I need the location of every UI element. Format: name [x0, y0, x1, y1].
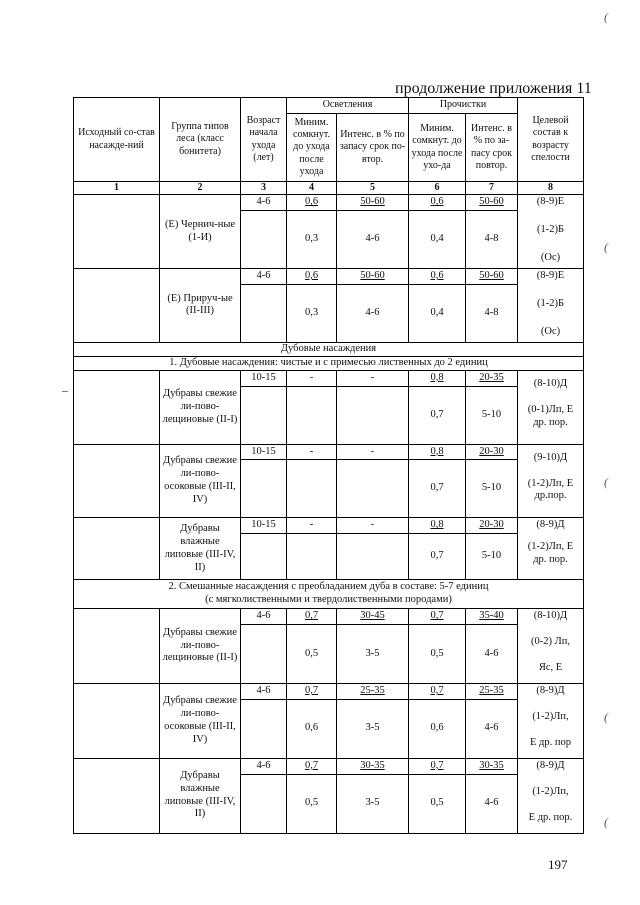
lighting-intensity: 25-35 [337, 683, 409, 699]
forest-type: (Е) Прируч-ые (II-III) [160, 268, 241, 342]
column-number: 6 [409, 182, 466, 195]
section-title-line: 2. Смешанные насаждения с преобладанием дуба в составе: 5-7 единиц [168, 581, 489, 593]
lighting-min-density: 0,7 [287, 683, 337, 699]
target-line: (Ос) [540, 252, 561, 264]
source-composition-cell [74, 518, 160, 580]
header-start-age: Возраст начала ухода (лет) [241, 98, 287, 182]
cleaning-min-density: 0,4 [409, 284, 466, 342]
lighting-intensity [337, 386, 409, 444]
column-number: 5 [337, 182, 409, 195]
target-line: Е др. пор [529, 736, 571, 748]
lighting-min-density [287, 386, 337, 444]
lighting-min-density: 0,3 [287, 284, 337, 342]
target-line: (1-2)Б [536, 297, 565, 309]
start-age-blank [241, 534, 287, 580]
start-age: 10-15 [241, 518, 287, 534]
target-line: (9-10)Д [533, 451, 568, 463]
section-title-line: (с мягколиственными и твердолиственными породами) [205, 594, 452, 606]
lighting-min-density: - [287, 444, 337, 460]
cleaning-min-density: 0,5 [409, 774, 466, 833]
target-line: (1-2)Лп, [532, 785, 569, 797]
section-title [74, 580, 584, 609]
lighting-min-density: 0,7 [287, 758, 337, 774]
cleaning-intensity: 4-8 [466, 284, 518, 342]
cleaning-intensity: 50-60 [466, 268, 518, 284]
column-number: 4 [287, 182, 337, 195]
start-age-blank [241, 284, 287, 342]
target-line: (1-2)Лп, [532, 710, 569, 722]
cleaning-intensity: 5-10 [466, 386, 518, 444]
target-line: (1-2)Б [536, 224, 565, 236]
target-line: (Ос) [540, 325, 561, 337]
source-composition-cell [74, 444, 160, 518]
column-number: 1 [74, 182, 160, 195]
cleaning-min-density: 0,8 [409, 370, 466, 386]
forest-type: (Е) Чернич-ные (1-И) [160, 195, 241, 269]
margin-mark: ( [604, 815, 608, 829]
lighting-intensity: 30-35 [337, 758, 409, 774]
lighting-intensity: 3-5 [337, 774, 409, 833]
start-age: 4-6 [241, 758, 287, 774]
lighting-min-density: 0,6 [287, 195, 337, 211]
forest-type: Дубравы свежие ли-пово-лещиновые (II-I) [160, 609, 241, 684]
header-lighting-min-density: Миним. сомкнут. до ухода после ухода [287, 114, 337, 182]
cleaning-min-density: 0,6 [409, 699, 466, 758]
lighting-intensity: - [337, 370, 409, 386]
target-line: (8-9)Д [536, 759, 565, 771]
lighting-intensity: 30-45 [337, 609, 409, 625]
cleaning-min-density: 0,6 [409, 195, 466, 211]
cleaning-min-density: 0,7 [409, 386, 466, 444]
lighting-min-density: - [287, 370, 337, 386]
header-source-composition: Исходный со-став насажде-ний [74, 98, 160, 182]
lighting-intensity [337, 534, 409, 580]
start-age-blank [241, 699, 287, 758]
source-composition-cell [74, 195, 160, 269]
lighting-intensity: - [337, 444, 409, 460]
source-composition-cell [74, 683, 160, 758]
cleaning-min-density: 0,7 [409, 683, 466, 699]
lighting-min-density: 0,7 [287, 609, 337, 625]
start-age: 4-6 [241, 195, 287, 211]
start-age-blank [241, 386, 287, 444]
forest-type: Дубравы свежие ли-пово-лещиновые (II-I) [160, 370, 241, 444]
forest-type: Дубравы свежие ли-пово-осоковые (III-II, IV) [160, 444, 241, 518]
start-age-blank [241, 210, 287, 268]
forest-type: Дубравы влажные липовые (III-IV, II) [160, 518, 241, 580]
start-age: 10-15 [241, 444, 287, 460]
margin-mark: ( [604, 240, 608, 254]
source-composition-cell [74, 609, 160, 684]
source-composition-cell [74, 370, 160, 444]
target-composition [518, 444, 584, 518]
forest-type: Дубравы влажные липовые (III-IV, II) [160, 758, 241, 833]
lighting-intensity [337, 460, 409, 518]
target-line: Яс, Е [538, 662, 563, 674]
margin-mark: ( [604, 475, 608, 489]
lighting-min-density [287, 534, 337, 580]
lighting-min-density: 0,5 [287, 624, 337, 683]
cleaning-min-density: 0,5 [409, 624, 466, 683]
lighting-intensity: - [337, 518, 409, 534]
header-cleaning-group: Прочистки [409, 98, 518, 114]
lighting-intensity: 4-6 [337, 210, 409, 268]
cleaning-intensity: 4-6 [466, 699, 518, 758]
lighting-intensity: 3-5 [337, 699, 409, 758]
start-age: 4-6 [241, 268, 287, 284]
target-composition [518, 609, 584, 684]
cleaning-intensity: 20-30 [466, 444, 518, 460]
target-line: (1-2)Лп, Е др.пор. [527, 477, 574, 502]
start-age: 4-6 [241, 609, 287, 625]
cleaning-min-density: 0,6 [409, 268, 466, 284]
target-composition [518, 370, 584, 444]
header-cleaning-min-density: Миним. сомкнут. до ухода после ухо-да [409, 114, 466, 182]
lighting-min-density: 0,6 [287, 268, 337, 284]
start-age-blank [241, 624, 287, 683]
lighting-intensity: 4-6 [337, 284, 409, 342]
lighting-min-density: 0,3 [287, 210, 337, 268]
lighting-min-density [287, 460, 337, 518]
header-lighting-group: Осветления [287, 98, 409, 114]
lighting-intensity: 50-60 [337, 195, 409, 211]
cleaning-intensity: 20-30 [466, 518, 518, 534]
target-composition [518, 518, 584, 580]
cleaning-intensity: 25-35 [466, 683, 518, 699]
cleaning-intensity: 30-35 [466, 758, 518, 774]
target-line: (8-9)Д [536, 519, 565, 531]
margin-dash: – [62, 383, 68, 397]
cleaning-min-density: 0,7 [409, 758, 466, 774]
section-title: 1. Дубовые насаждения: чистые и с примесью лиственных до 2 единиц [74, 356, 584, 370]
target-composition [518, 195, 584, 269]
target-composition [518, 758, 584, 833]
target-line: (8-9)Е [536, 269, 565, 281]
page-heading: продолжение приложения 11 [395, 80, 592, 97]
cleaning-min-density: 0,7 [409, 460, 466, 518]
start-age-blank [241, 774, 287, 833]
cleaning-min-density: 0,7 [409, 534, 466, 580]
target-composition [518, 683, 584, 758]
cleaning-intensity: 50-60 [466, 195, 518, 211]
target-line: (8-10)Д [533, 610, 568, 622]
cleaning-intensity: 4-6 [466, 624, 518, 683]
source-composition-cell [74, 268, 160, 342]
source-composition-cell [74, 758, 160, 833]
target-line: (0-2) Лп, [531, 636, 570, 648]
cleaning-intensity: 4-8 [466, 210, 518, 268]
column-number: 8 [518, 182, 584, 195]
lighting-intensity: 50-60 [337, 268, 409, 284]
lighting-min-density: 0,6 [287, 699, 337, 758]
header-forest-type-group: Группа типов леса (класс бонитета) [160, 98, 241, 182]
cleaning-intensity: 5-10 [466, 460, 518, 518]
column-number: 7 [466, 182, 518, 195]
page-number: 197 [548, 857, 568, 872]
target-line: (1-2)Лп, Е др. пор. [527, 541, 574, 566]
header-cleaning-intensity: Интенс. в % по за-пасу срок повтор. [466, 114, 518, 182]
cleaning-intensity: 4-6 [466, 774, 518, 833]
cleaning-intensity: 35-40 [466, 609, 518, 625]
lighting-min-density: - [287, 518, 337, 534]
section-title: Дубовые насаждения [74, 342, 584, 356]
care-norms-table [73, 97, 584, 834]
target-line: (0-1)Лп, Е др. пор. [527, 403, 574, 428]
column-number: 2 [160, 182, 241, 195]
header-target-composition: Целевой состав к возрасту спелости [518, 98, 584, 182]
start-age-blank [241, 460, 287, 518]
target-line: (8-9)Е [536, 196, 565, 208]
target-line: Е др. пор. [528, 811, 573, 823]
start-age: 10-15 [241, 370, 287, 386]
cleaning-min-density: 0,8 [409, 444, 466, 460]
margin-mark: ( [604, 10, 608, 24]
cleaning-min-density: 0,8 [409, 518, 466, 534]
forest-type: Дубравы свежие ли-пово-осоковые (III-II, IV) [160, 683, 241, 758]
cleaning-min-density: 0,4 [409, 210, 466, 268]
column-number: 3 [241, 182, 287, 195]
header-lighting-intensity: Интенс. в % по запасу срок по-втор. [337, 114, 409, 182]
target-line: (8-10)Д [533, 377, 568, 389]
target-line: (8-9)Д [536, 684, 565, 696]
cleaning-intensity: 5-10 [466, 534, 518, 580]
margin-mark: ( [604, 710, 608, 724]
lighting-intensity: 3-5 [337, 624, 409, 683]
target-composition [518, 268, 584, 342]
cleaning-intensity: 20-35 [466, 370, 518, 386]
cleaning-min-density: 0,7 [409, 609, 466, 625]
lighting-min-density: 0,5 [287, 774, 337, 833]
start-age: 4-6 [241, 683, 287, 699]
